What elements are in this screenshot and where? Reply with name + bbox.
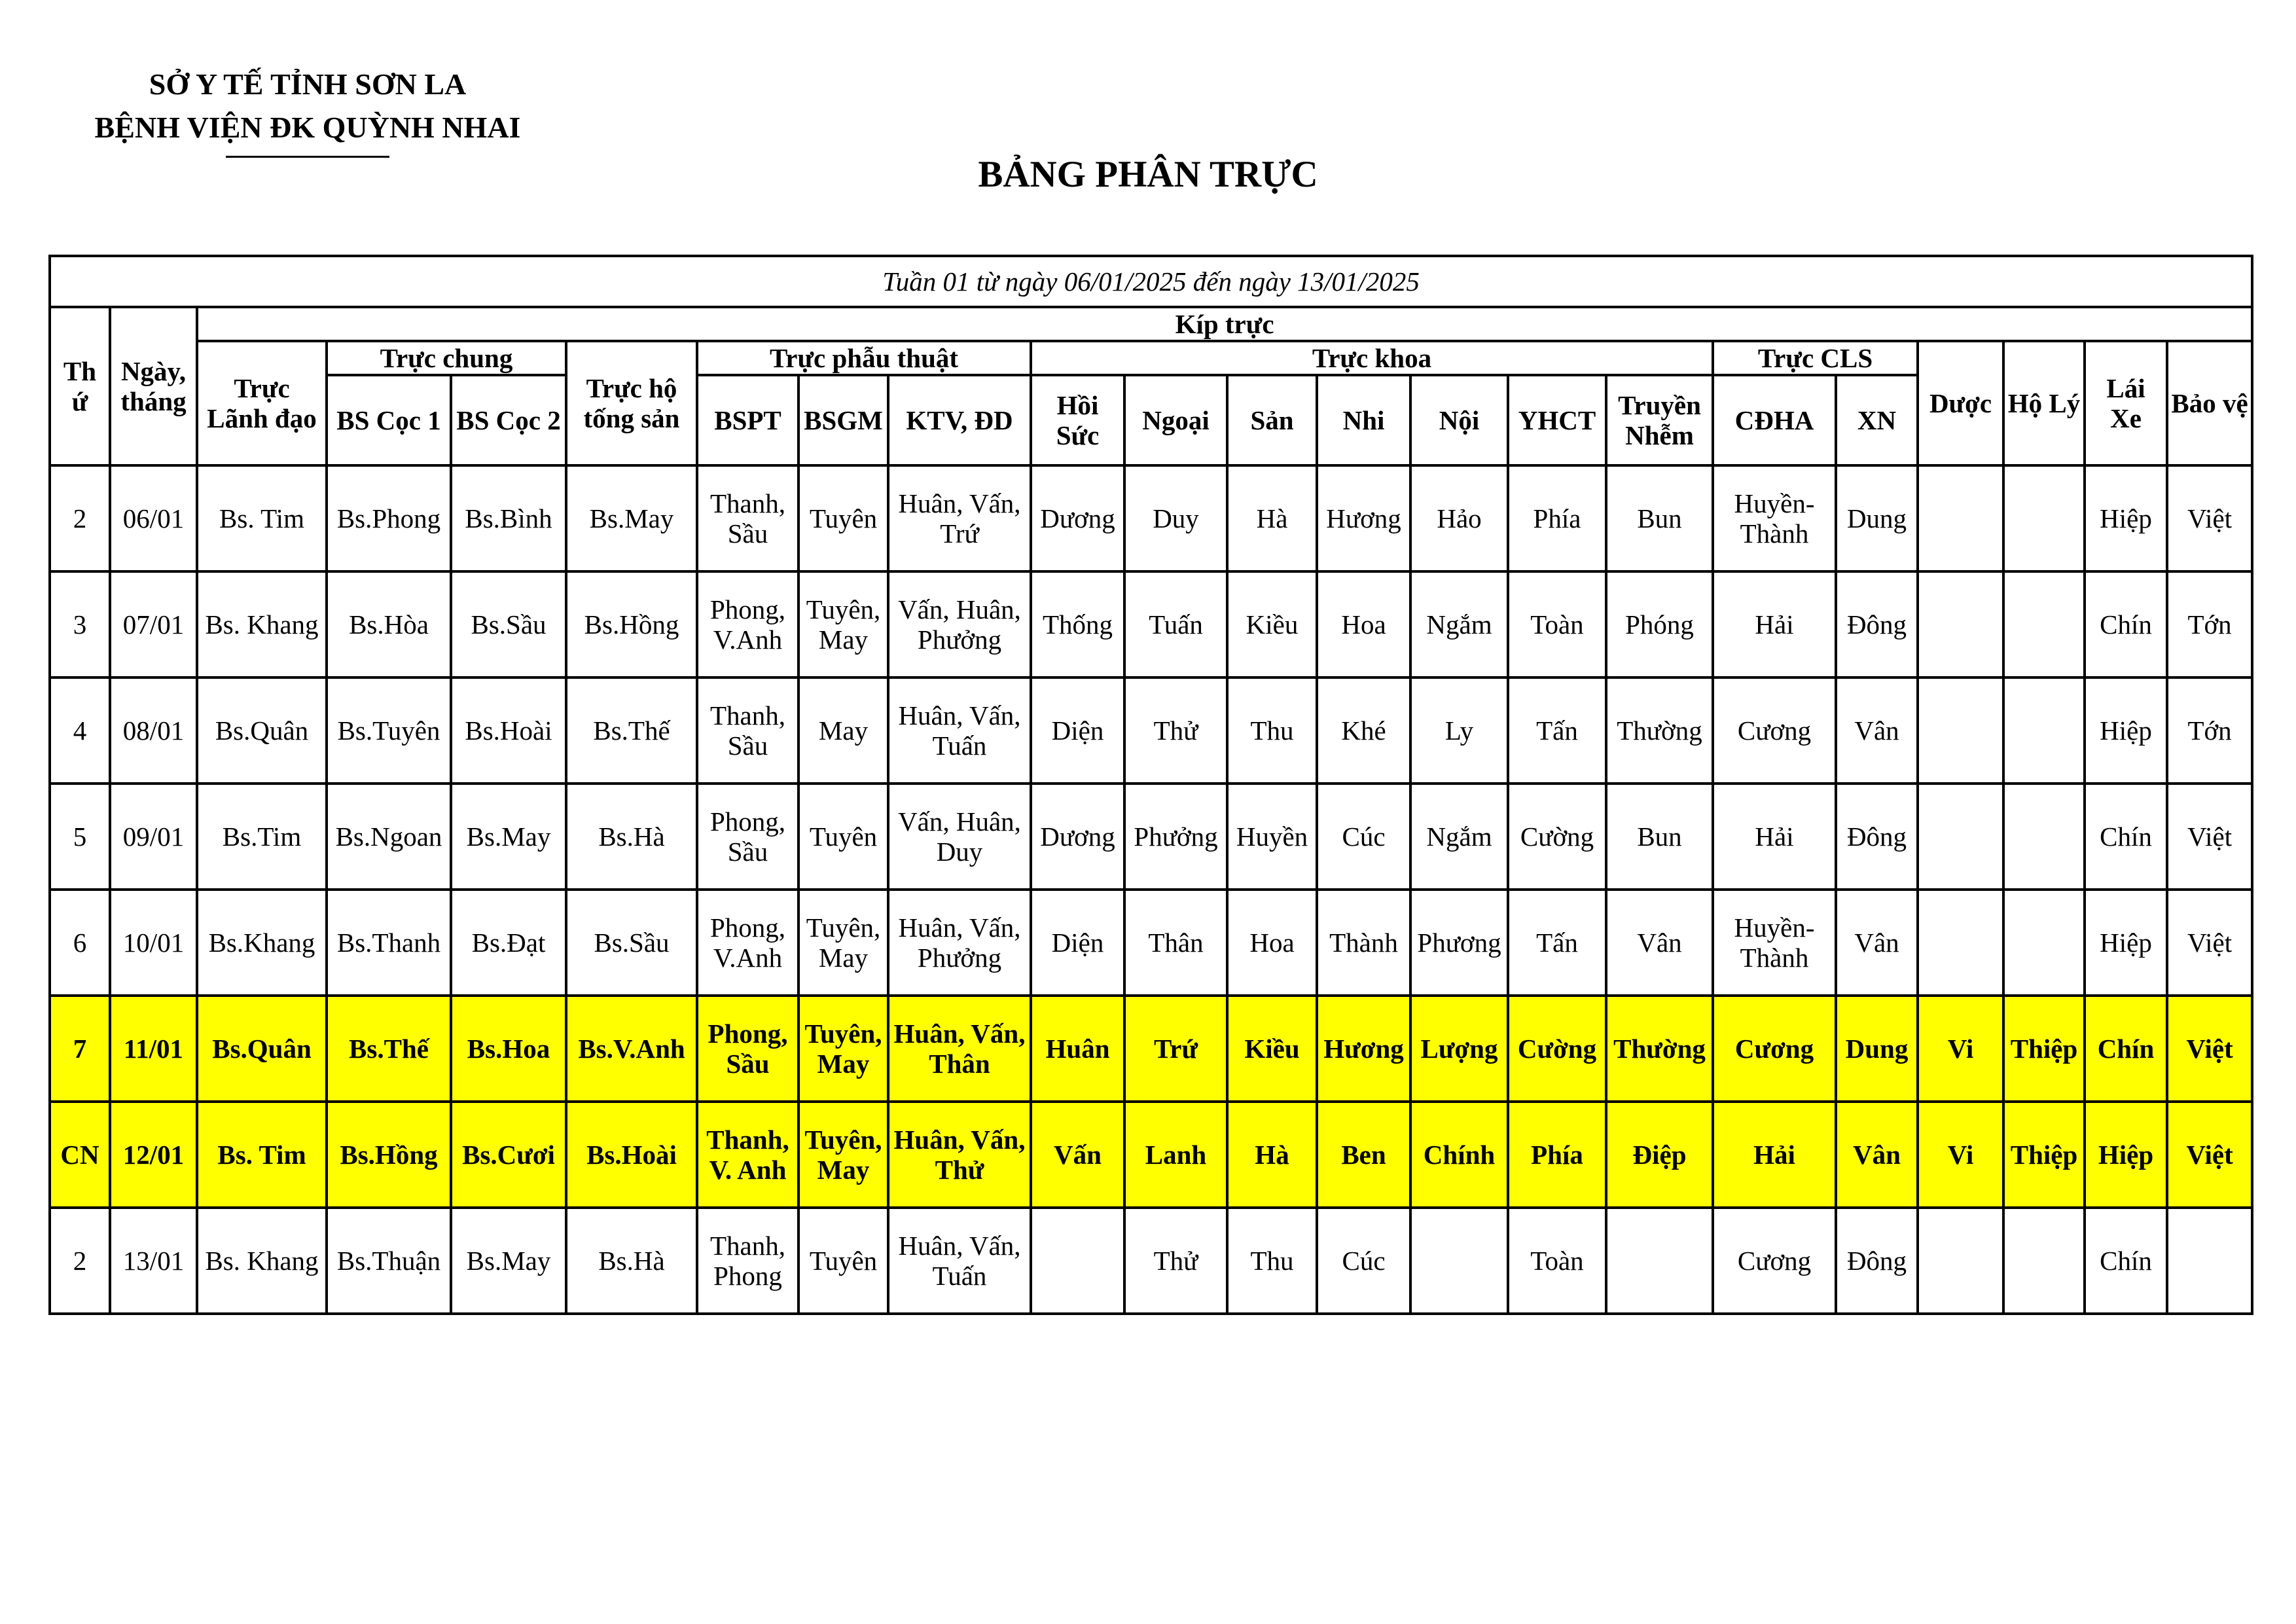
cell-xn: Vân xyxy=(1836,890,1918,996)
header-truc-cls: Trực CLS xyxy=(1713,341,1918,375)
header-truc-phau-thuat: Trực phẫu thuật xyxy=(697,341,1031,375)
cell-ho-tong: Bs.Thế xyxy=(566,677,697,784)
table-row xyxy=(50,1208,2252,1314)
cell-nhi: Hoa xyxy=(1317,571,1410,677)
header-bs-coc-2: BS Cọc 2 xyxy=(451,375,566,465)
cell-ngay: 13/01 xyxy=(110,1208,197,1314)
cell-san: Thu xyxy=(1227,1208,1317,1314)
cell-lai-xe: Hiệp xyxy=(2085,1102,2167,1208)
cell-ho-ly xyxy=(2003,677,2085,784)
cell-bao-ve: Việt xyxy=(2167,890,2252,996)
cell-ho-tong: Bs.Hà xyxy=(566,1208,697,1314)
cell-truyen-nhiem: Vân xyxy=(1606,890,1713,996)
cell-thu: 3 xyxy=(50,571,110,677)
cell-duoc xyxy=(1918,890,2003,996)
cell-ngoai: Thân xyxy=(1124,890,1227,996)
cell-ktv: Vấn, Huân, Phưởng xyxy=(888,571,1031,677)
cell-lai-xe: Chín xyxy=(2085,784,2167,890)
cell-bspt: Thanh, V. Anh xyxy=(697,1102,798,1208)
cell-thu: 7 xyxy=(50,996,110,1102)
document-title: BẢNG PHÂN TRỰC xyxy=(978,154,1318,195)
cell-cdha: Hải xyxy=(1713,571,1836,677)
cell-coc-2: Bs.May xyxy=(451,784,566,890)
cell-ktv: Huân, Vấn, Trứ xyxy=(888,465,1031,571)
header-cdha: CĐHA xyxy=(1713,375,1836,465)
cell-ho-ly: Thiệp xyxy=(2003,1102,2085,1208)
cell-xn: Đông xyxy=(1836,1208,1918,1314)
cell-ngay: 11/01 xyxy=(110,996,197,1102)
cell-san: Huyền xyxy=(1227,784,1317,890)
table-row-highlighted xyxy=(50,996,2252,1102)
header-nhi: Nhi xyxy=(1317,375,1410,465)
cell-xn: Vân xyxy=(1836,677,1918,784)
header-bsgm: BSGM xyxy=(798,375,888,465)
cell-san: Hoa xyxy=(1227,890,1317,996)
header-truc-ho-tong-san: Trực hộ tống sản xyxy=(566,341,697,465)
cell-truyen-nhiem xyxy=(1606,1208,1713,1314)
table-row xyxy=(50,890,2252,996)
header-bao-ve: Bảo vệ xyxy=(2167,341,2252,465)
cell-yhct: Phía xyxy=(1508,1102,1606,1208)
cell-ho-tong: Bs.Hoài xyxy=(566,1102,697,1208)
cell-ktv: Huân, Vấn, Thử xyxy=(888,1102,1031,1208)
cell-ngoai: Thử xyxy=(1124,677,1227,784)
cell-bsgm: Tuyên, May xyxy=(798,571,888,677)
cell-coc-1: Bs.Tuyên xyxy=(327,677,451,784)
header-bspt: BSPT xyxy=(697,375,798,465)
cell-bspt: Phong, V.Anh xyxy=(697,890,798,996)
cell-cdha: Cương xyxy=(1713,996,1836,1102)
cell-duoc: Vi xyxy=(1918,1102,2003,1208)
cell-san: Thu xyxy=(1227,677,1317,784)
cell-nhi: Cúc xyxy=(1317,784,1410,890)
cell-ngay: 07/01 xyxy=(110,571,197,677)
cell-bspt: Phong, Sầu xyxy=(697,996,798,1102)
cell-coc-2: Bs.Cươi xyxy=(451,1102,566,1208)
cell-ngoai: Tuấn xyxy=(1124,571,1227,677)
cell-coc-2: Bs.Đạt xyxy=(451,890,566,996)
cell-noi: Chính xyxy=(1410,1102,1508,1208)
header-ho-ly: Hộ Lý xyxy=(2003,341,2085,465)
cell-nhi: Thành xyxy=(1317,890,1410,996)
cell-ho-tong: Bs.May xyxy=(566,465,697,571)
cell-san: Kiều xyxy=(1227,996,1317,1102)
cell-ho-tong: Bs.Hà xyxy=(566,784,697,890)
cell-yhct: Tấn xyxy=(1508,677,1606,784)
cell-ngoai: Phưởng xyxy=(1124,784,1227,890)
cell-lanh-dao: Bs. Tim xyxy=(197,465,327,571)
cell-duoc: Vi xyxy=(1918,996,2003,1102)
cell-yhct: Tấn xyxy=(1508,890,1606,996)
cell-duoc xyxy=(1918,465,2003,571)
cell-truyen-nhiem: Thường xyxy=(1606,996,1713,1102)
cell-truyen-nhiem: Thường xyxy=(1606,677,1713,784)
table-row xyxy=(50,784,2252,890)
cell-lai-xe: Chín xyxy=(2085,571,2167,677)
header-ktv-dd: KTV, ĐD xyxy=(888,375,1031,465)
header-ngoai: Ngoại xyxy=(1124,375,1227,465)
header-san: Sản xyxy=(1227,375,1317,465)
cell-coc-1: Bs.Ngoan xyxy=(327,784,451,890)
cell-truyen-nhiem: Điệp xyxy=(1606,1102,1713,1208)
duty-roster-table xyxy=(48,255,2253,1315)
cell-hoi-suc xyxy=(1031,1208,1124,1314)
cell-cdha: Huyền- Thành xyxy=(1713,465,1836,571)
cell-duoc xyxy=(1918,677,2003,784)
cell-yhct: Toàn xyxy=(1508,1208,1606,1314)
cell-ngoai: Lanh xyxy=(1124,1102,1227,1208)
cell-nhi: Hương xyxy=(1317,996,1410,1102)
cell-ngay: 06/01 xyxy=(110,465,197,571)
cell-hoi-suc: Vấn xyxy=(1031,1102,1124,1208)
cell-noi: Ly xyxy=(1410,677,1508,784)
cell-thu: 4 xyxy=(50,677,110,784)
cell-lanh-dao: Bs.Quân xyxy=(197,996,327,1102)
cell-bsgm: Tuyên, May xyxy=(798,996,888,1102)
cell-ho-tong: Bs.V.Anh xyxy=(566,996,697,1102)
cell-truyen-nhiem: Bun xyxy=(1606,465,1713,571)
cell-ho-tong: Bs.Sầu xyxy=(566,890,697,996)
cell-xn: Dung xyxy=(1836,996,1918,1102)
cell-yhct: Toàn xyxy=(1508,571,1606,677)
cell-yhct: Phía xyxy=(1508,465,1606,571)
cell-hoi-suc: Diện xyxy=(1031,890,1124,996)
cell-coc-2: Bs.May xyxy=(451,1208,566,1314)
cell-xn: Vân xyxy=(1836,1102,1918,1208)
cell-thu: 2 xyxy=(50,465,110,571)
header-truc-chung: Trực chung xyxy=(327,341,566,375)
cell-ngoai: Thử xyxy=(1124,1208,1227,1314)
table-row xyxy=(50,571,2252,677)
cell-lai-xe: Chín xyxy=(2085,996,2167,1102)
cell-lai-xe: Hiệp xyxy=(2085,465,2167,571)
cell-ngoai: Trứ xyxy=(1124,996,1227,1102)
table-row xyxy=(50,677,2252,784)
cell-bspt: Thanh, Sầu xyxy=(697,465,798,571)
cell-coc-1: Bs.Thanh xyxy=(327,890,451,996)
cell-lanh-dao: Bs. Khang xyxy=(197,1208,327,1314)
cell-coc-1: Bs.Thuận xyxy=(327,1208,451,1314)
cell-bsgm: Tuyên, May xyxy=(798,890,888,996)
cell-duoc xyxy=(1918,571,2003,677)
cell-coc-2: Bs.Hoài xyxy=(451,677,566,784)
cell-bspt: Phong, V.Anh xyxy=(697,571,798,677)
cell-cdha: Hải xyxy=(1713,1102,1836,1208)
cell-noi: Hảo xyxy=(1410,465,1508,571)
cell-bao-ve: Tớn xyxy=(2167,677,2252,784)
cell-ho-tong: Bs.Hồng xyxy=(566,571,697,677)
cell-ho-ly xyxy=(2003,465,2085,571)
table-row xyxy=(50,465,2252,571)
cell-bao-ve: Tớn xyxy=(2167,571,2252,677)
cell-xn: Đông xyxy=(1836,784,1918,890)
cell-nhi: Hương xyxy=(1317,465,1410,571)
header-truc-lanh-dao: Trực Lãnh đạo xyxy=(197,341,327,465)
cell-thu: 6 xyxy=(50,890,110,996)
cell-duoc xyxy=(1918,784,2003,890)
cell-ktv: Huân, Vấn, Tuấn xyxy=(888,677,1031,784)
cell-lai-xe: Hiệp xyxy=(2085,677,2167,784)
cell-nhi: Ben xyxy=(1317,1102,1410,1208)
cell-ho-ly xyxy=(2003,890,2085,996)
cell-noi: Ngắm xyxy=(1410,784,1508,890)
header-lai-xe: Lái Xe xyxy=(2085,341,2167,465)
cell-ktv: Huân, Vấn, Thân xyxy=(888,996,1031,1102)
cell-bsgm: Tuyên xyxy=(798,465,888,571)
header-bs-coc-1: BS Cọc 1 xyxy=(327,375,451,465)
cell-lanh-dao: Bs. Tim xyxy=(197,1102,327,1208)
cell-san: Hà xyxy=(1227,465,1317,571)
cell-bao-ve: Việt xyxy=(2167,1102,2252,1208)
cell-bao-ve: Việt xyxy=(2167,996,2252,1102)
cell-coc-1: Bs.Hòa xyxy=(327,571,451,677)
cell-thu: 5 xyxy=(50,784,110,890)
cell-bsgm: May xyxy=(798,677,888,784)
cell-cdha: Cương xyxy=(1713,1208,1836,1314)
cell-hoi-suc: Thống xyxy=(1031,571,1124,677)
header-ngay-thang: Ngày, tháng xyxy=(110,307,197,465)
cell-noi: Phương xyxy=(1410,890,1508,996)
cell-ktv: Huân, Vấn, Phưởng xyxy=(888,890,1031,996)
cell-lai-xe: Hiệp xyxy=(2085,890,2167,996)
cell-noi: Ngắm xyxy=(1410,571,1508,677)
cell-nhi: Cúc xyxy=(1317,1208,1410,1314)
header-hoi-suc: Hồi Sức xyxy=(1031,375,1124,465)
cell-ngay: 08/01 xyxy=(110,677,197,784)
cell-yhct: Cường xyxy=(1508,996,1606,1102)
cell-ngay: 10/01 xyxy=(110,890,197,996)
cell-ho-ly xyxy=(2003,784,2085,890)
cell-truyen-nhiem: Bun xyxy=(1606,784,1713,890)
org-line-2: BỆNH VIỆN ĐK QUỲNH NHAI xyxy=(94,111,521,144)
cell-ktv: Vấn, Huân, Duy xyxy=(888,784,1031,890)
cell-noi xyxy=(1410,1208,1508,1314)
header-noi: Nội xyxy=(1410,375,1508,465)
header-thu: Th ứ xyxy=(50,307,110,465)
header-truc-khoa: Trực khoa xyxy=(1031,341,1713,375)
cell-hoi-suc: Dương xyxy=(1031,465,1124,571)
cell-lanh-dao: Bs.Tim xyxy=(197,784,327,890)
header-xn: XN xyxy=(1836,375,1918,465)
cell-ngay: 09/01 xyxy=(110,784,197,890)
cell-thu: CN xyxy=(50,1102,110,1208)
cell-ho-ly: Thiệp xyxy=(2003,996,2085,1102)
table-row-highlighted xyxy=(50,1102,2252,1208)
cell-coc-1: Bs.Phong xyxy=(327,465,451,571)
cell-coc-1: Bs.Thế xyxy=(327,996,451,1102)
cell-bsgm: Tuyên xyxy=(798,784,888,890)
cell-san: Hà xyxy=(1227,1102,1317,1208)
cell-lanh-dao: Bs.Quân xyxy=(197,677,327,784)
cell-bspt: Thanh, Phong xyxy=(697,1208,798,1314)
organization-header xyxy=(62,63,553,158)
cell-bspt: Phong, Sầu xyxy=(697,784,798,890)
cell-coc-2: Bs.Hoa xyxy=(451,996,566,1102)
cell-ktv: Huân, Vấn, Tuấn xyxy=(888,1208,1031,1314)
org-line-1: SỞ Y TẾ TỈNH SƠN LA xyxy=(149,67,467,101)
cell-hoi-suc: Diện xyxy=(1031,677,1124,784)
cell-xn: Đông xyxy=(1836,571,1918,677)
cell-yhct: Cường xyxy=(1508,784,1606,890)
cell-lanh-dao: Bs.Khang xyxy=(197,890,327,996)
header-truyen-nhiem: Truyền Nhễm xyxy=(1606,375,1713,465)
cell-ho-ly xyxy=(2003,1208,2085,1314)
cell-xn: Dung xyxy=(1836,465,1918,571)
cell-truyen-nhiem: Phóng xyxy=(1606,571,1713,677)
cell-ho-ly xyxy=(2003,571,2085,677)
cell-coc-2: Bs.Sầu xyxy=(451,571,566,677)
cell-nhi: Khé xyxy=(1317,677,1410,784)
cell-thu: 2 xyxy=(50,1208,110,1314)
header-kip-truc: Kíp trực xyxy=(197,307,2252,341)
cell-bao-ve xyxy=(2167,1208,2252,1314)
cell-coc-1: Bs.Hồng xyxy=(327,1102,451,1208)
cell-coc-2: Bs.Bình xyxy=(451,465,566,571)
cell-bsgm: Tuyên, May xyxy=(798,1102,888,1208)
cell-hoi-suc: Dương xyxy=(1031,784,1124,890)
cell-lai-xe: Chín xyxy=(2085,1208,2167,1314)
cell-ngoai: Duy xyxy=(1124,465,1227,571)
cell-cdha: Cương xyxy=(1713,677,1836,784)
week-range-header: Tuần 01 từ ngày 06/01/2025 đến ngày 13/01/2025 xyxy=(50,256,2252,307)
cell-lanh-dao: Bs. Khang xyxy=(197,571,327,677)
cell-bsgm: Tuyên xyxy=(798,1208,888,1314)
header-duoc: Dược xyxy=(1918,341,2003,465)
cell-hoi-suc: Huân xyxy=(1031,996,1124,1102)
cell-duoc xyxy=(1918,1208,2003,1314)
cell-san: Kiều xyxy=(1227,571,1317,677)
header-yhct: YHCT xyxy=(1508,375,1606,465)
cell-noi: Lượng xyxy=(1410,996,1508,1102)
cell-ngay: 12/01 xyxy=(110,1102,197,1208)
cell-bao-ve: Việt xyxy=(2167,465,2252,571)
cell-cdha: Hải xyxy=(1713,784,1836,890)
cell-bspt: Thanh, Sầu xyxy=(697,677,798,784)
cell-bao-ve: Việt xyxy=(2167,784,2252,890)
cell-cdha: Huyền- Thành xyxy=(1713,890,1836,996)
roster-body xyxy=(50,465,2252,1314)
